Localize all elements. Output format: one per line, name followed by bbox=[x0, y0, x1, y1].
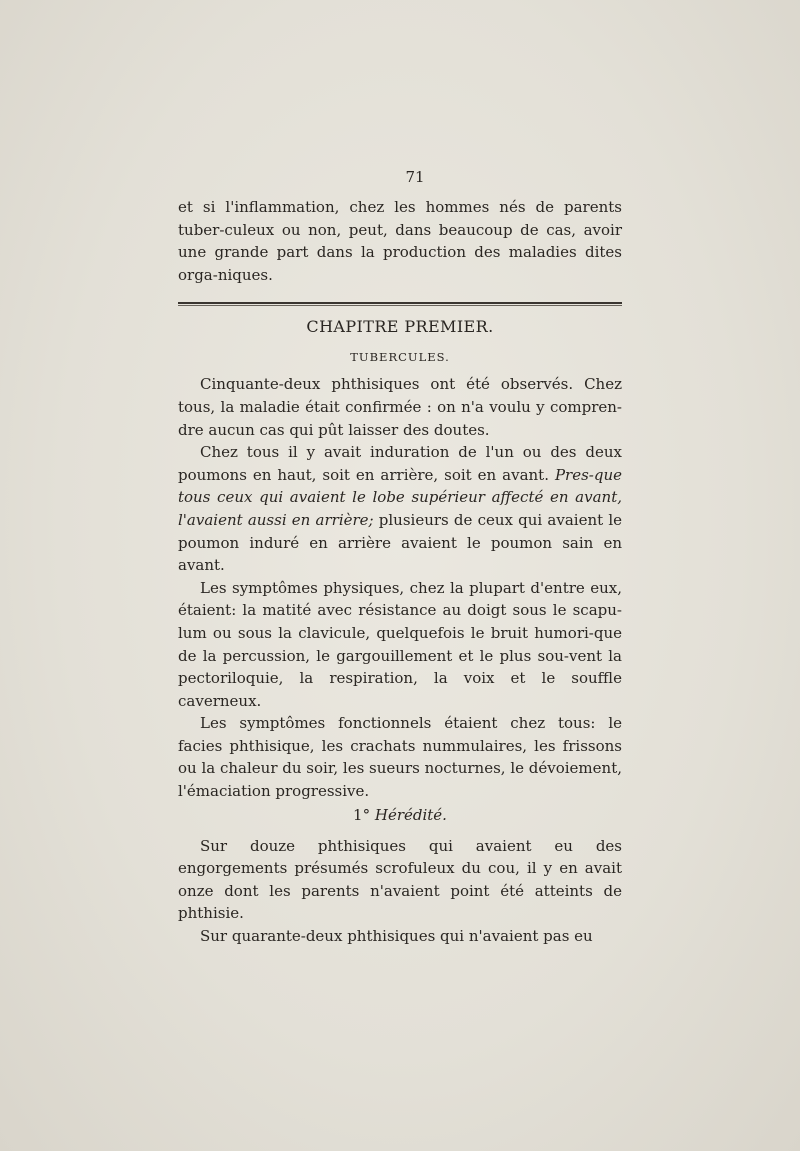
induration-italic: Pres-que tous ceux qui avaient le lobe supérieur affecté en avant, l'avaient aussi en arrière; bbox=[178, 465, 622, 529]
section-divider bbox=[178, 302, 622, 304]
paragraph-observations: Cinquante-deux phthisiques ont été observés. Chez tous, la maladie était confirmée : on n'a voulu y compren-dre aucun cas qui pût laisser des doutes. bbox=[178, 375, 622, 439]
subsection-title: Hérédité. bbox=[374, 805, 447, 824]
page-number: 71 bbox=[405, 168, 425, 186]
text-block bbox=[178, 168, 622, 948]
intro-paragraph: et si l'inflammation, chez les hommes nés de parents tuber-culeux ou non, peut, dans beaucoup de cas, avoir une grande part dans la production des maladies dites orga-niques. bbox=[178, 198, 622, 284]
paragraph-induration bbox=[178, 441, 622, 577]
induration-text-start: Chez tous il y avait induration de l'un ou des deux poumons en haut, soit en arrière, soit en avant. bbox=[178, 443, 622, 484]
section-title: TUBERCULES. bbox=[350, 350, 450, 365]
chapter-title: CHAPITRE PREMIER. bbox=[306, 317, 494, 337]
paragraph-functional-symptoms: Les symptômes fonctionnels étaient chez tous: le facies phthisique, les crachats nummulaires, les frissons ou la chaleur du soir, les sueurs nocturnes, le dévoiement, l'émaciation progressive. bbox=[178, 714, 622, 801]
paragraph-physical-symptoms: Les symptômes physiques, chez la plupart d'entre eux, étaient: la matité avec résistance au doigt sous le scapu-lum ou sous la clavicule, quelquefois le bruit humori-que de la percussion, le gargouillement et le plus sou-vent la pectoriloquie, la respiration, la voix et le souffle caverneux. bbox=[178, 578, 622, 710]
paragraph-heredity-1: Sur douze phthisiques qui avaient eu des engorgements présumés scrofuleux du cou, il y en avait onze dont les parents n'avaient point été atteints de phthisie. bbox=[178, 836, 622, 923]
induration-text-end: plusieurs de ceux qui avaient le poumon induré en arrière avaient le poumon sain en avant. bbox=[178, 510, 622, 575]
subsection-heading bbox=[178, 805, 622, 825]
paragraph-heredity-2: Sur quarante-deux phthisiques qui n'avaient pas eu bbox=[200, 927, 593, 946]
subsection-number: 1° bbox=[353, 805, 371, 824]
